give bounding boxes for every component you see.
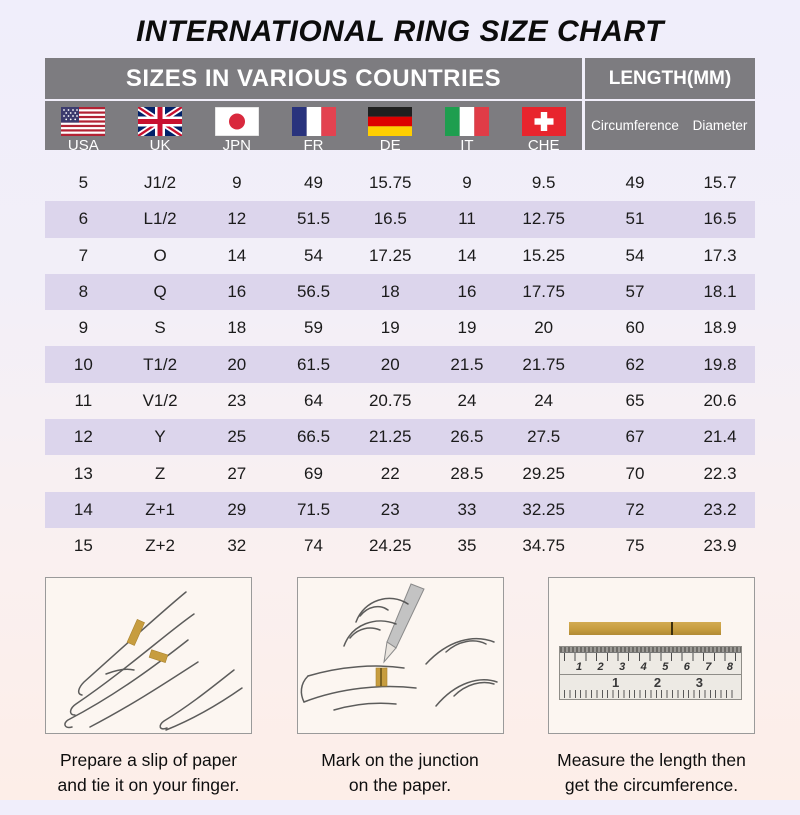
table-cell: Z+2 (145, 536, 175, 556)
ruler-illustration (559, 646, 742, 700)
countries-section-header: SIZES IN VARIOUS COUNTRIES (45, 58, 582, 99)
table-cell: 18.1 (703, 282, 737, 302)
ruler-cm-numbers (560, 661, 741, 674)
column-header-uk (122, 107, 199, 154)
table-cell: 8 (78, 282, 89, 302)
table-cell: 51 (625, 209, 645, 229)
ruler-number: 6 (683, 661, 690, 674)
table-cell: 14 (73, 499, 93, 519)
ruler-number: 8 (726, 661, 733, 674)
marking-pen-illustration-icon (298, 578, 503, 734)
ruler-number: 3 (695, 675, 703, 691)
table-row (45, 528, 755, 564)
table-cell: 57 (625, 282, 645, 302)
table-cell: 16.5 (703, 209, 737, 229)
table-cell: 15 (73, 536, 93, 556)
table-cell: 24 (457, 390, 477, 410)
table-cell: 9.5 (531, 173, 556, 193)
table-cell: 11 (458, 209, 476, 229)
table-cell: 20 (534, 318, 554, 338)
japan-flag-icon (215, 107, 259, 136)
table-cell: 67 (625, 427, 645, 447)
table-cell: 16 (227, 282, 247, 302)
table-cell: 6 (78, 209, 89, 229)
table-cell: 61.5 (296, 354, 331, 374)
step-3-caption (548, 748, 755, 798)
table-cell: 24.25 (368, 536, 412, 556)
table-cell: 23 (227, 390, 247, 410)
table-cell: 56.5 (296, 282, 331, 302)
ruler-number: 4 (640, 661, 647, 674)
header-columns-row (45, 101, 755, 154)
table-cell: J1/2 (144, 173, 177, 193)
column-label: IT (460, 137, 474, 154)
table-row (45, 201, 755, 237)
table-cell: 12 (73, 427, 93, 447)
table-cell: 16 (457, 282, 477, 302)
column-header-it (429, 107, 506, 154)
length-section-header: LENGTH(MM) (585, 58, 755, 99)
column-header-usa (45, 107, 122, 154)
table-cell: L1/2 (143, 209, 177, 229)
table-cell: 15.25 (522, 245, 565, 265)
caption-line: Prepare a slip of paper (59, 750, 238, 771)
table-header (45, 58, 755, 154)
table-cell: 22.3 (703, 463, 737, 483)
paper-mark (671, 622, 673, 635)
table-cell: 32.25 (522, 499, 565, 519)
table-cell: 11 (74, 390, 93, 410)
italy-flag-icon (445, 107, 489, 136)
table-cell: 5 (78, 173, 89, 193)
table-cell: 17.25 (368, 245, 412, 265)
table-cell: 71.5 (296, 499, 331, 519)
table-cell: Y (154, 427, 166, 447)
table-cell: 33 (457, 499, 477, 519)
table-cell: 19 (380, 318, 400, 338)
table-cell: 16.5 (373, 209, 407, 229)
table-cell: 21.4 (703, 427, 737, 447)
flags-row (45, 101, 582, 154)
ruler-cm-ticks (564, 653, 737, 661)
table-cell: 49 (304, 173, 323, 193)
switzerland-flag-icon (522, 107, 566, 136)
table-cell: 7 (78, 245, 89, 265)
ruler-number: 1 (576, 661, 583, 674)
table-cell: 15.7 (703, 173, 737, 193)
circumference-column-header: Circumference (591, 118, 679, 133)
table-row (45, 419, 755, 455)
table-cell: 24 (534, 390, 554, 410)
table-row (45, 383, 755, 419)
table-cell: 19.8 (703, 354, 737, 374)
table-cell: 12.75 (522, 209, 565, 229)
step-3 (548, 577, 755, 798)
table-cell: 60 (625, 318, 645, 338)
table-cell: 35 (457, 536, 477, 556)
table-cell: 26.5 (450, 427, 484, 447)
uk-flag-icon (138, 107, 182, 136)
table-cell: 62 (625, 354, 645, 374)
step-3-illustration-box (548, 577, 755, 734)
table-cell: 21.75 (522, 354, 565, 374)
table-cell: 18 (227, 318, 247, 338)
usa-flag-icon (61, 107, 105, 136)
table-cell: 9 (462, 173, 472, 193)
table-cell: 23.9 (703, 536, 737, 556)
length-subheaders (585, 101, 755, 150)
table-cell: Z (154, 463, 166, 483)
table-cell: 27 (227, 463, 247, 483)
column-header-che (505, 107, 582, 154)
step-2 (297, 577, 504, 798)
table-cell: 18.9 (703, 318, 737, 338)
table-cell: 9 (78, 318, 89, 338)
ruler-number: 3 (619, 661, 626, 674)
table-cell: 23 (380, 499, 400, 519)
table-row (45, 238, 755, 274)
ruler-number: 2 (653, 675, 662, 691)
column-label: UK (149, 137, 171, 154)
table-cell: 34.75 (522, 536, 565, 556)
table-cell: 12 (227, 209, 247, 229)
step-2-illustration-box (297, 577, 504, 734)
page-title: INTERNATIONAL RING SIZE CHART (136, 15, 664, 48)
header-section-row (45, 58, 755, 99)
germany-flag-icon (368, 107, 412, 136)
table-cell: 54 (625, 245, 645, 265)
column-header-jpn (198, 107, 275, 154)
step-1-caption (45, 748, 252, 798)
table-cell: 9 (232, 173, 242, 193)
table-cell: Z+1 (145, 499, 175, 519)
table-row (45, 346, 755, 382)
ruler-inch-ticks (564, 690, 737, 698)
table-cell: 13 (73, 463, 93, 483)
caption-line: on the paper. (348, 775, 452, 796)
column-label: CHE (527, 137, 560, 154)
table-cell: 29 (227, 499, 247, 519)
table-cell: 17.75 (522, 282, 565, 302)
table-row (45, 274, 755, 310)
table-row (45, 310, 755, 346)
caption-line: Measure the length then (557, 750, 746, 771)
table-cell: V1/2 (142, 390, 178, 410)
table-cell: 28.5 (450, 463, 484, 483)
table-cell: 59 (304, 318, 323, 338)
table-cell: 64 (304, 390, 323, 410)
diameter-column-header: Diameter (692, 118, 748, 133)
table-cell: 22 (380, 463, 400, 483)
table-cell: 75 (625, 536, 645, 556)
column-label: FR (303, 137, 324, 154)
table-cell: 69 (304, 463, 323, 483)
table-cell: 14 (457, 245, 477, 265)
table-cell: O (153, 245, 167, 265)
column-label: JPN (222, 137, 251, 154)
column-label: DE (379, 137, 401, 154)
table-cell: 54 (304, 245, 323, 265)
step-2-caption (297, 748, 504, 798)
ruler-inch-numbers (560, 675, 741, 690)
table-cell: 21.25 (368, 427, 412, 447)
table-cell: 20.75 (368, 390, 412, 410)
ruler-number: 2 (597, 661, 604, 674)
table-cell: T1/2 (143, 354, 178, 374)
table-cell: 20.6 (703, 390, 737, 410)
table-cell: 14 (227, 245, 247, 265)
table-body (45, 165, 755, 564)
table-cell: 29.25 (522, 463, 565, 483)
table-cell: 74 (304, 536, 323, 556)
table-cell: 66.5 (296, 427, 331, 447)
caption-line: Mark on the junction (321, 750, 479, 771)
ring-size-table (45, 58, 755, 564)
table-cell: 20 (227, 354, 247, 374)
table-cell: 32 (227, 536, 247, 556)
column-header-de (352, 107, 429, 154)
france-flag-icon (292, 107, 336, 136)
table-cell: 17.3 (703, 245, 737, 265)
ring-size-chart-page (0, 15, 800, 815)
ruler-number: 5 (662, 661, 669, 674)
table-cell: 23.2 (703, 499, 737, 519)
table-cell: 19 (457, 318, 477, 338)
table-cell: 65 (625, 390, 645, 410)
table-cell: 49 (625, 173, 645, 193)
step-1-illustration-box (45, 577, 252, 734)
ruler-number: 1 (612, 675, 620, 691)
table-cell: 70 (625, 463, 645, 483)
table-row (45, 492, 755, 528)
table-row (45, 455, 755, 491)
ruler-number: 7 (705, 661, 712, 674)
instruction-steps (45, 577, 755, 798)
hand-with-paper-illustration-icon (46, 578, 251, 734)
column-label: USA (67, 137, 99, 154)
caption-line: get the circumference. (564, 775, 739, 796)
table-cell: 25 (227, 427, 247, 447)
table-cell: 21.5 (450, 354, 484, 374)
table-cell: 15.75 (368, 173, 412, 193)
table-cell: Q (153, 282, 167, 302)
caption-line: and tie it on your finger. (57, 775, 240, 796)
table-cell: 27.5 (527, 427, 561, 447)
table-row (45, 165, 755, 201)
paper-strip-graphic (569, 622, 721, 635)
step-1 (45, 577, 252, 798)
column-header-fr (275, 107, 352, 154)
table-cell: 18 (380, 282, 400, 302)
table-cell: 20 (380, 354, 400, 374)
table-cell: S (154, 318, 166, 338)
table-cell: 51.5 (296, 209, 331, 229)
table-cell: 10 (73, 354, 93, 374)
table-cell: 72 (625, 499, 645, 519)
